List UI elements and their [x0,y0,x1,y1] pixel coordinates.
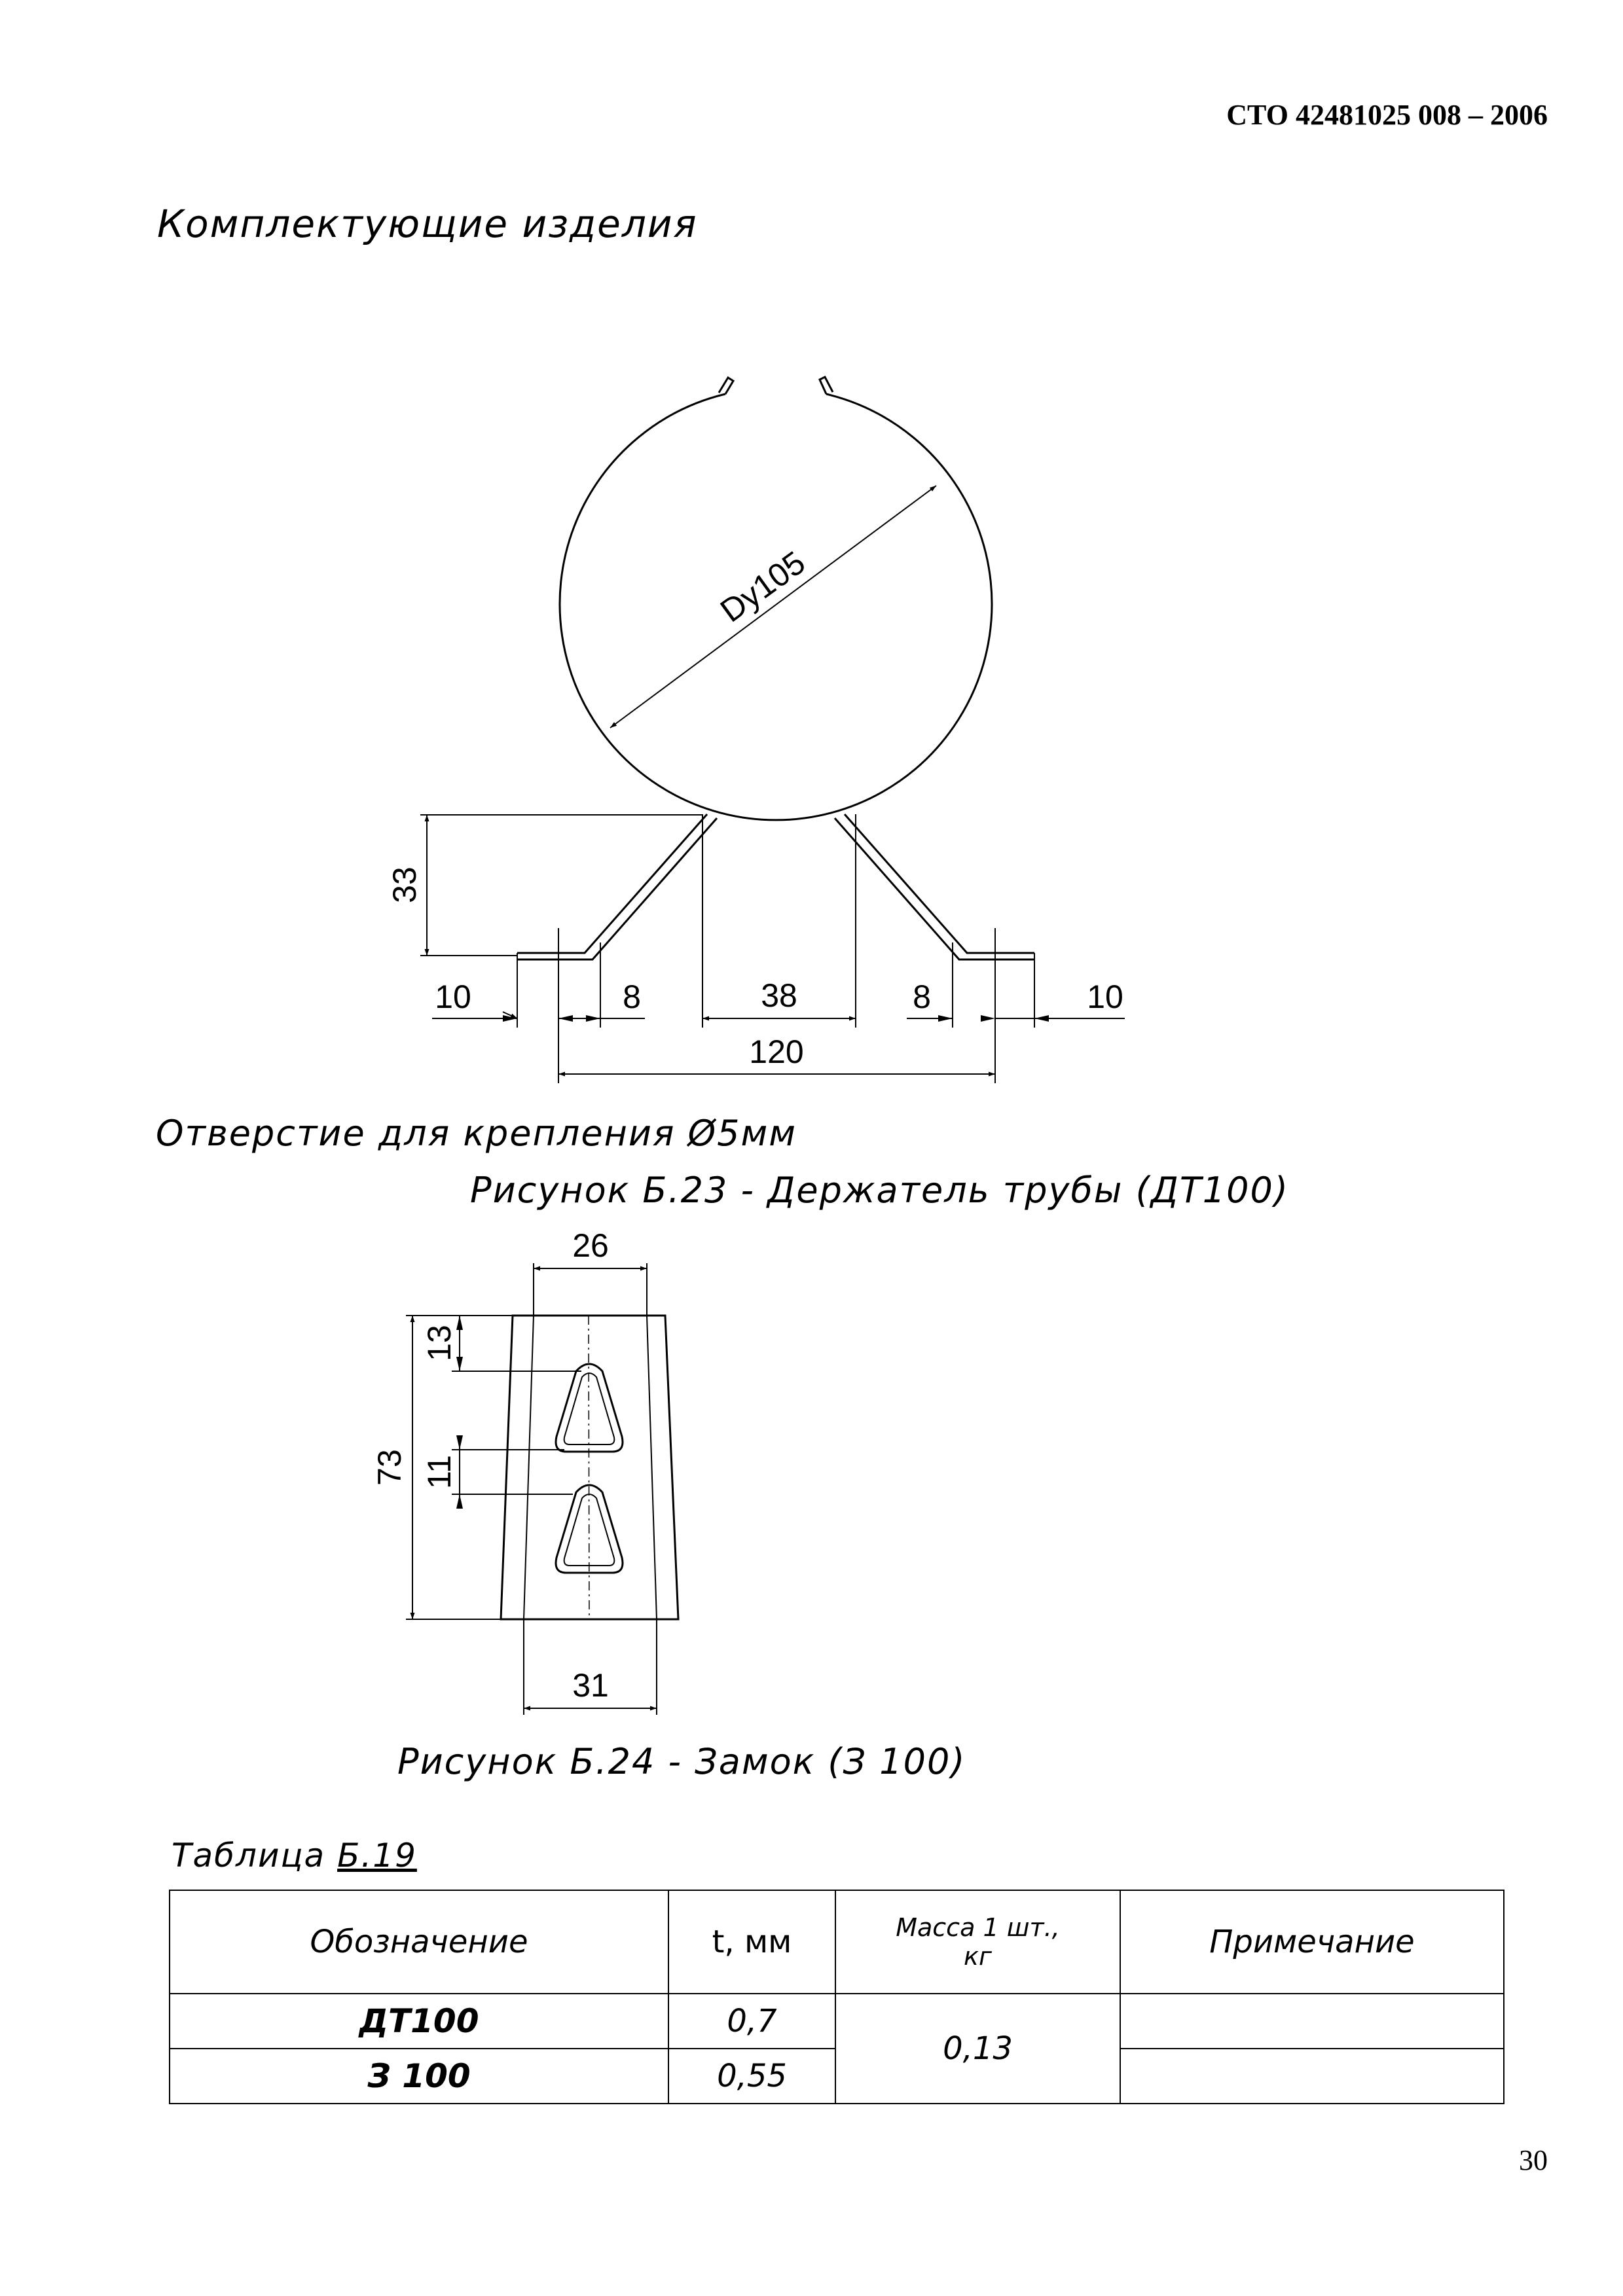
table-label-number: Б.19 [337,1837,417,1874]
support-leg-left [517,814,707,953]
dim-bottom-width: 31 [572,1667,609,1704]
holder-ring [560,394,992,820]
header-designation: Обозначение [170,1890,668,1994]
dim-gap-left: 8 [623,978,641,1015]
page-number: 30 [1519,2144,1548,2176]
mounting-hole-note: Отверстие для крепления Ø5мм [156,1113,797,1154]
figure-24-caption: Рисунок Б.24 - Замок (З 100) [397,1741,966,1782]
row-designation: ДТ100 [170,1994,668,2049]
table-header-row [170,1890,1504,1994]
standard-code: СТО 42481025 008 – 2006 [1226,99,1548,131]
dim-foot-left: 10 [435,978,471,1015]
dim-top-width: 26 [572,1227,609,1264]
dim-gap-right: 8 [913,978,931,1015]
header-mass [835,1890,1120,1994]
table-row [170,1994,1504,2049]
dim-diameter: Dy105 [714,544,812,630]
dim-offset-top: 13 [421,1325,458,1361]
section-title: Комплектующие изделия [157,202,698,246]
row-thickness: 0,7 [668,1994,835,2049]
diameter-dim-line [610,486,936,728]
support-leg-right [845,814,1034,953]
dim-foot-right: 10 [1087,978,1123,1015]
row-note [1120,1994,1504,2049]
ring-hook-right [820,377,833,394]
shared-mass: 0,13 [835,1994,1120,2104]
figure-23-caption: Рисунок Б.23 - Держатель трубы (ДТ100) [470,1170,1289,1211]
dim-total-width: 120 [749,1033,804,1070]
dim-center: 38 [761,977,797,1014]
header-mass-line1: Масса 1 шт., [896,1913,1060,1942]
header-note: Примечание [1120,1890,1504,1994]
ring-hook-left [719,378,733,394]
row-designation: З 100 [170,2049,668,2104]
header-thickness: t, мм [668,1890,835,1994]
table-label-prefix: Таблица [172,1837,326,1874]
dim-slot-gap: 11 [421,1455,458,1489]
table-label [172,1837,417,1874]
spec-table [169,1890,1504,2104]
header-mass-line2: кг [964,1942,992,1971]
row-thickness: 0,55 [668,2049,835,2104]
dim-height: 33 [386,867,423,903]
dim-lock-height: 73 [371,1449,408,1486]
row-note [1120,2049,1504,2104]
